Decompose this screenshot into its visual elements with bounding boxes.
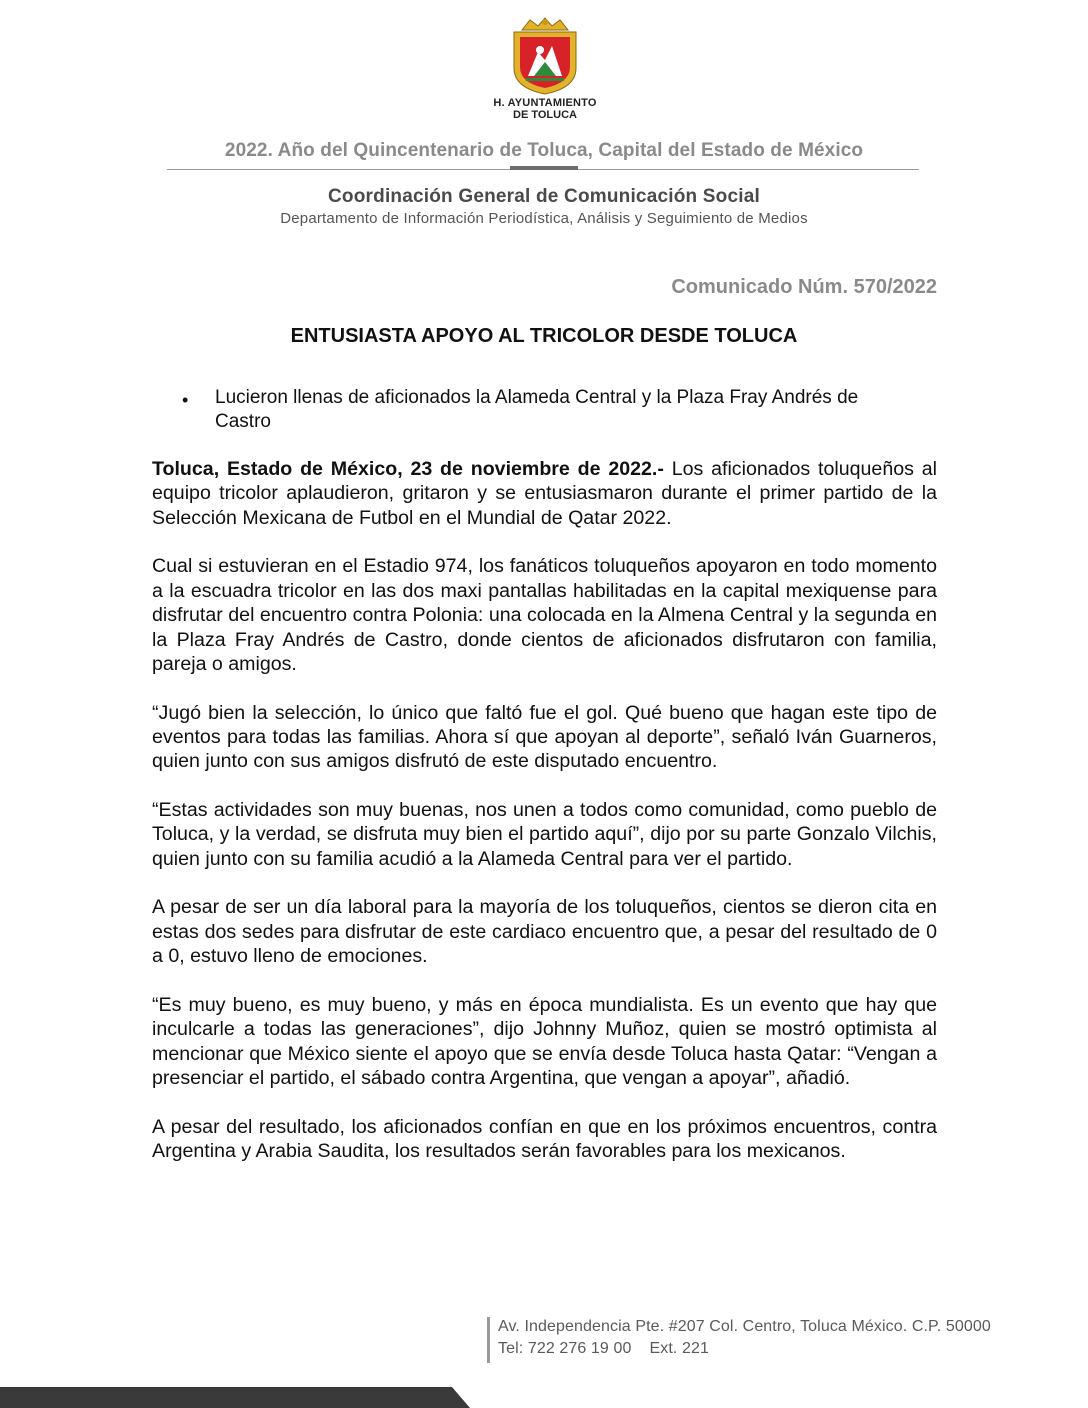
bullet-item: Lucieron llenas de aficionados la Alameda Central y la Plaza Fray Andrés de Castro — [215, 387, 859, 432]
paragraph-text: Los aficionados toluqueños al equipo tricolor aplaudieron, gritaron y se entusiasmaron durante el primer partido de la Selección Mexicana de Futbol en el Mundial de Qatar 2022. — [152, 458, 937, 529]
footer-contact — [498, 1340, 709, 1358]
year-banner: 2022. Año del Quincentenario de Toluca, Capital del Estado de México — [224, 140, 864, 161]
footer-address: Av. Independencia Pte. #207 Col. Centro, Toluca México. C.P. 50000 — [498, 1318, 991, 1335]
coordination-title: Coordinación General de Comunicación Social — [328, 186, 760, 207]
paragraph: “Estas actividades son muy buenas, nos unen a todos como comunidad, como pueblo de Toluca, y la verdad, se disfruta muy bien el partido aquí”, dijo por su parte Gonzalo Vilchis, quien junto con su familia acudió a la Alameda Central para ver el partido. — [152, 799, 937, 870]
header-divider-accent — [510, 166, 578, 170]
department-subtitle: Departamento de Información Periodística, Análisis y Seguimiento de Medios — [280, 210, 808, 227]
dateline: Toluca, Estado de México, 23 de noviembre de 2022.- — [152, 458, 664, 480]
headline: ENTUSIASTA APOYO AL TRICOLOR DESDE TOLUCA — [290, 325, 798, 347]
footer-phone: Tel: 722 276 19 00 — [498, 1340, 632, 1357]
article-body — [152, 457, 937, 1188]
logo-caption-line1: H. AYUNTAMIENTO — [493, 97, 597, 109]
toluca-coat-of-arms-logo — [500, 16, 590, 96]
paragraph: “Es muy bueno, es muy bueno, y más en época mundialista. Es un evento que hay que inculcarle a todas las generaciones”, dijo Johnny Muñoz, quien se mostró optimista al mencionar que México siente el apoyo que se envía desde Toluca hasta Qatar: “Vengan a presenciar el partido, el sábado contra Argentina, que vengan a apoyar”, añadió. — [152, 993, 937, 1090]
footer-divider — [487, 1317, 490, 1363]
paragraph: Cual si estuvieran en el Estadio 974, los fanáticos toluqueños apoyaron en todo momento a la escuadra tricolor en las dos maxi pantallas habilitadas en la capital mexiquense para disfrutar del encuentro contra Polonia: una colocada en la Almena Central y la segunda en la Plaza Fray Andrés de Castro, donde cientos de aficionados disfrutaron con familia, pareja o amigos. — [152, 555, 937, 676]
paragraph — [152, 457, 937, 530]
footer-extension: Ext. 221 — [649, 1340, 709, 1357]
paragraph: A pesar del resultado, los aficionados confían en que en los próximos encuentros, contra Argentina y Arabia Saudita, los resultados serán favorables para los mexicanos. — [152, 1115, 937, 1163]
footer-decorative-band — [0, 1387, 470, 1408]
bullet-icon: • — [182, 390, 189, 410]
paragraph: “Jugó bien la selección, lo único que faltó fue el gol. Qué bueno que hagan este tipo de eventos para todas las familias. Ahora sí que apoyan al deporte”, señaló Iván Guarneros, quien junto con sus amigos disfrutó de este disputado encuentro. — [152, 701, 937, 773]
logo-caption-line2: DE TOLUCA — [513, 109, 577, 121]
paragraph: A pesar de ser un día laboral para la mayoría de los toluqueños, cientos se dieron cita en estas dos sedes para disfrutar de este cardiaco encuentro que, a pesar del resultado de 0 a 0, estuvo lleno de emociones. — [152, 896, 937, 968]
release-number: Comunicado Núm. 570/2022 — [671, 276, 937, 298]
